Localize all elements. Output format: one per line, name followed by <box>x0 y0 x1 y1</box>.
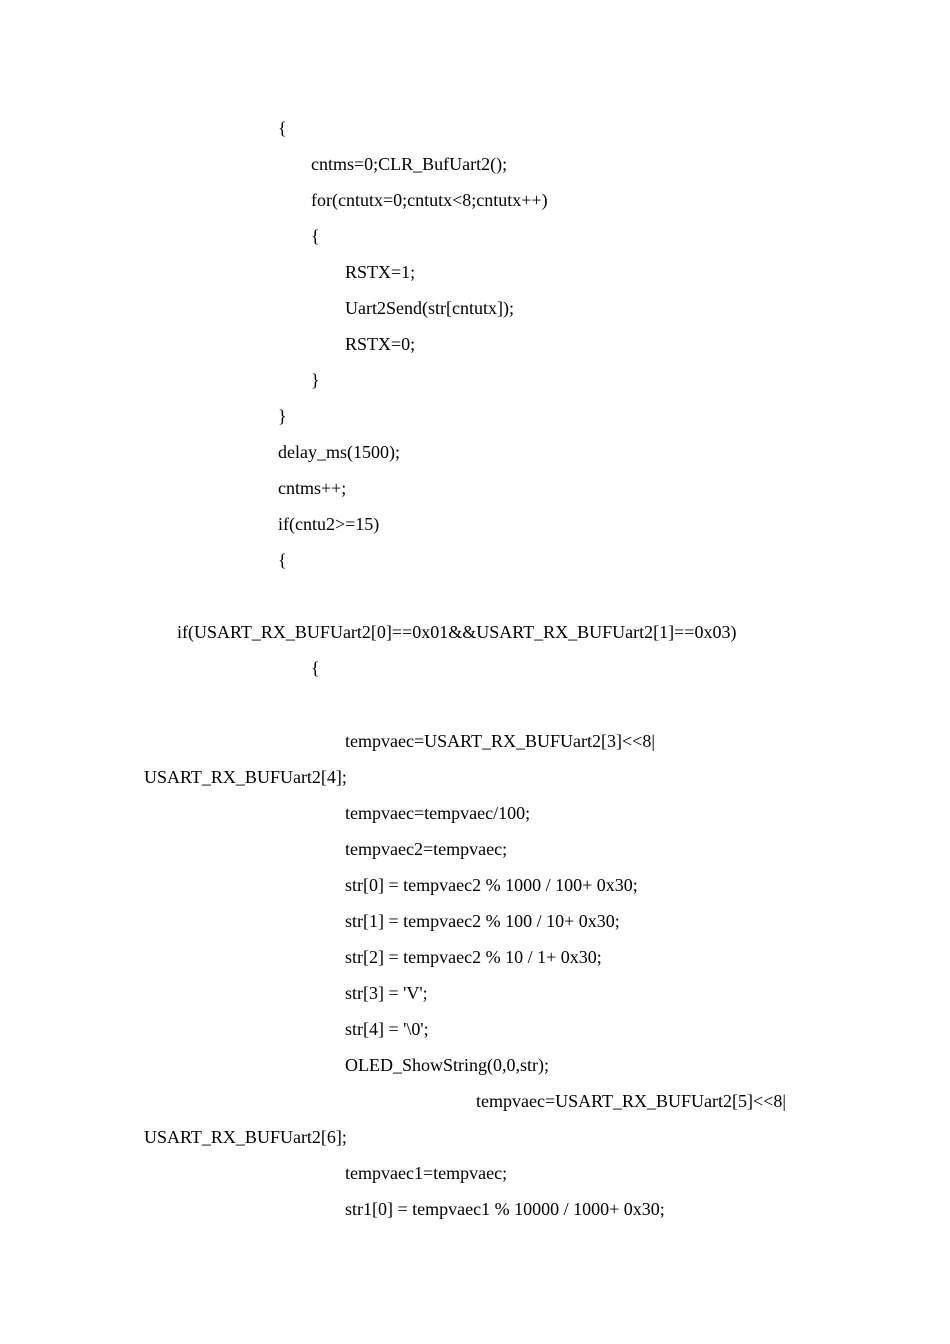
code-line: USART_RX_BUFUart2[6]; <box>144 1127 347 1147</box>
code-line: for(cntutx=0;cntutx<8;cntutx++) <box>311 190 548 210</box>
code-line: str[3] = 'V'; <box>345 983 428 1003</box>
code-line: tempvaec2=tempvaec; <box>345 839 508 859</box>
code-line: cntms=0;CLR_BufUart2(); <box>311 154 508 174</box>
code-line: tempvaec1=tempvaec; <box>345 1163 508 1183</box>
code-line: { <box>278 550 287 570</box>
code-line: str[0] = tempvaec2 % 1000 / 100+ 0x30; <box>345 875 638 895</box>
code-line: if(cntu2>=15) <box>278 514 380 534</box>
code-line: { <box>311 226 320 246</box>
code-line: { <box>311 658 320 678</box>
code-line: cntms++; <box>278 478 347 498</box>
code-line: str[1] = tempvaec2 % 100 / 10+ 0x30; <box>345 911 620 931</box>
code-line: Uart2Send(str[cntutx]); <box>345 298 514 318</box>
code-line: RSTX=0; <box>345 334 416 354</box>
code-line: str[2] = tempvaec2 % 10 / 1+ 0x30; <box>345 947 602 967</box>
code-line: USART_RX_BUFUart2[4]; <box>144 767 347 787</box>
code-line: OLED_ShowString(0,0,str); <box>345 1055 549 1075</box>
code-line: tempvaec=USART_RX_BUFUart2[5]<<8| <box>476 1091 786 1111</box>
code-line: str1[0] = tempvaec1 % 10000 / 1000+ 0x30; <box>345 1199 665 1219</box>
code-line: tempvaec=tempvaec/100; <box>345 803 531 823</box>
code-line: { <box>278 118 287 138</box>
code-line: str[4] = '\0'; <box>345 1019 429 1039</box>
code-line: tempvaec=USART_RX_BUFUart2[3]<<8| <box>345 731 655 751</box>
code-line: if(USART_RX_BUFUart2[0]==0x01&&USART_RX_BUFUart2[1]==0x03) <box>177 622 737 642</box>
code-line: delay_ms(1500); <box>278 442 400 462</box>
code-line: } <box>311 370 320 390</box>
code-line: RSTX=1; <box>345 262 416 282</box>
code-line: } <box>278 406 287 426</box>
